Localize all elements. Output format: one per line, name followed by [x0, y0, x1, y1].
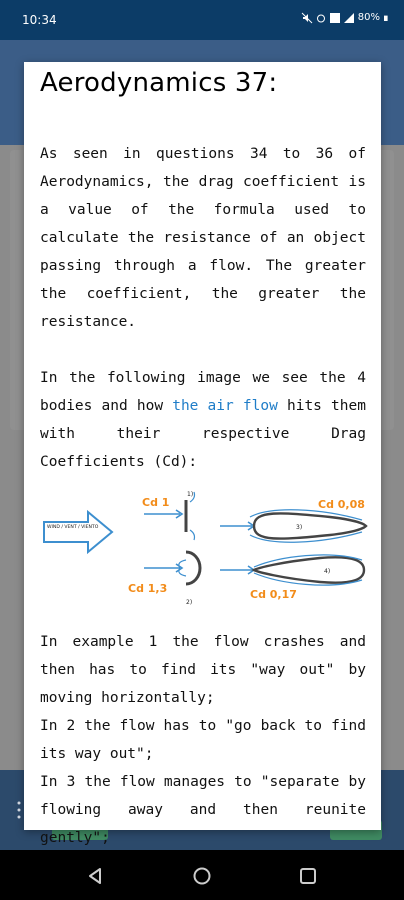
status-bar — [0, 0, 404, 40]
home-icon[interactable] — [191, 865, 213, 887]
cd017-label: Cd 0,17 — [250, 588, 297, 601]
air-flow-link[interactable]: the air flow — [172, 398, 278, 414]
cd008-label: Cd 0,08 — [318, 498, 365, 511]
battery-icon — [384, 13, 390, 23]
wind-arrow — [44, 512, 112, 552]
status-time: 10:34 — [22, 13, 57, 27]
recent-apps-icon[interactable] — [297, 865, 319, 887]
wifi-icon — [330, 13, 340, 23]
wind-label: WIND / VENT / VIENTO — [47, 525, 99, 530]
battery-percentage: 80% — [357, 12, 380, 23]
example-1: In example 1 the flow crashes and then has to find its "way out" by moving horizontally; — [40, 634, 366, 706]
example-2: In 2 the flow has to "go back to find its way out"; — [40, 718, 366, 762]
status-icons — [302, 12, 390, 23]
paragraph-2-start: In the following image we see the 4 bodies and how — [40, 370, 366, 414]
examples-list — [40, 628, 366, 852]
paragraph-2-end: hits them with their respective Drag Coefficients (Cd): — [40, 398, 366, 470]
body-number-4: 4) — [324, 568, 331, 575]
flow-line — [190, 530, 195, 540]
paragraph-2 — [40, 364, 366, 476]
paragraph-1: As seen in questions 34 to 36 of Aerodynamics, the drag coefficient is a value of the formula used to calculate the resistance of an object passing through a flow. The greater the coefficient, the greater the resistance. — [40, 146, 366, 330]
menu-icon[interactable] — [14, 800, 24, 820]
body-number-2: 2) — [186, 599, 193, 606]
drag-coefficient-figure — [40, 486, 366, 616]
drag-diagram — [40, 486, 366, 616]
alarm-icon — [316, 13, 326, 23]
flow-line — [179, 560, 186, 568]
signal-icon — [344, 13, 354, 23]
cd1-label: Cd 1 — [142, 496, 170, 509]
dialog-title: Aerodynamics 37: — [40, 68, 278, 98]
dialog-body — [40, 140, 366, 852]
system-nav-bar — [0, 850, 404, 900]
body-number-1: 1) — [187, 491, 194, 498]
example-3: In 3 the flow manages to "separate by flowing away and then reunite gently"; — [40, 774, 366, 846]
cd13-label: Cd 1,3 — [128, 582, 168, 595]
back-icon[interactable] — [84, 865, 106, 887]
body-number-3: 3) — [296, 524, 303, 531]
explanation-dialog — [24, 62, 381, 846]
mute-icon — [302, 13, 312, 23]
half-cup-body — [186, 552, 200, 584]
flow-line — [179, 568, 186, 576]
